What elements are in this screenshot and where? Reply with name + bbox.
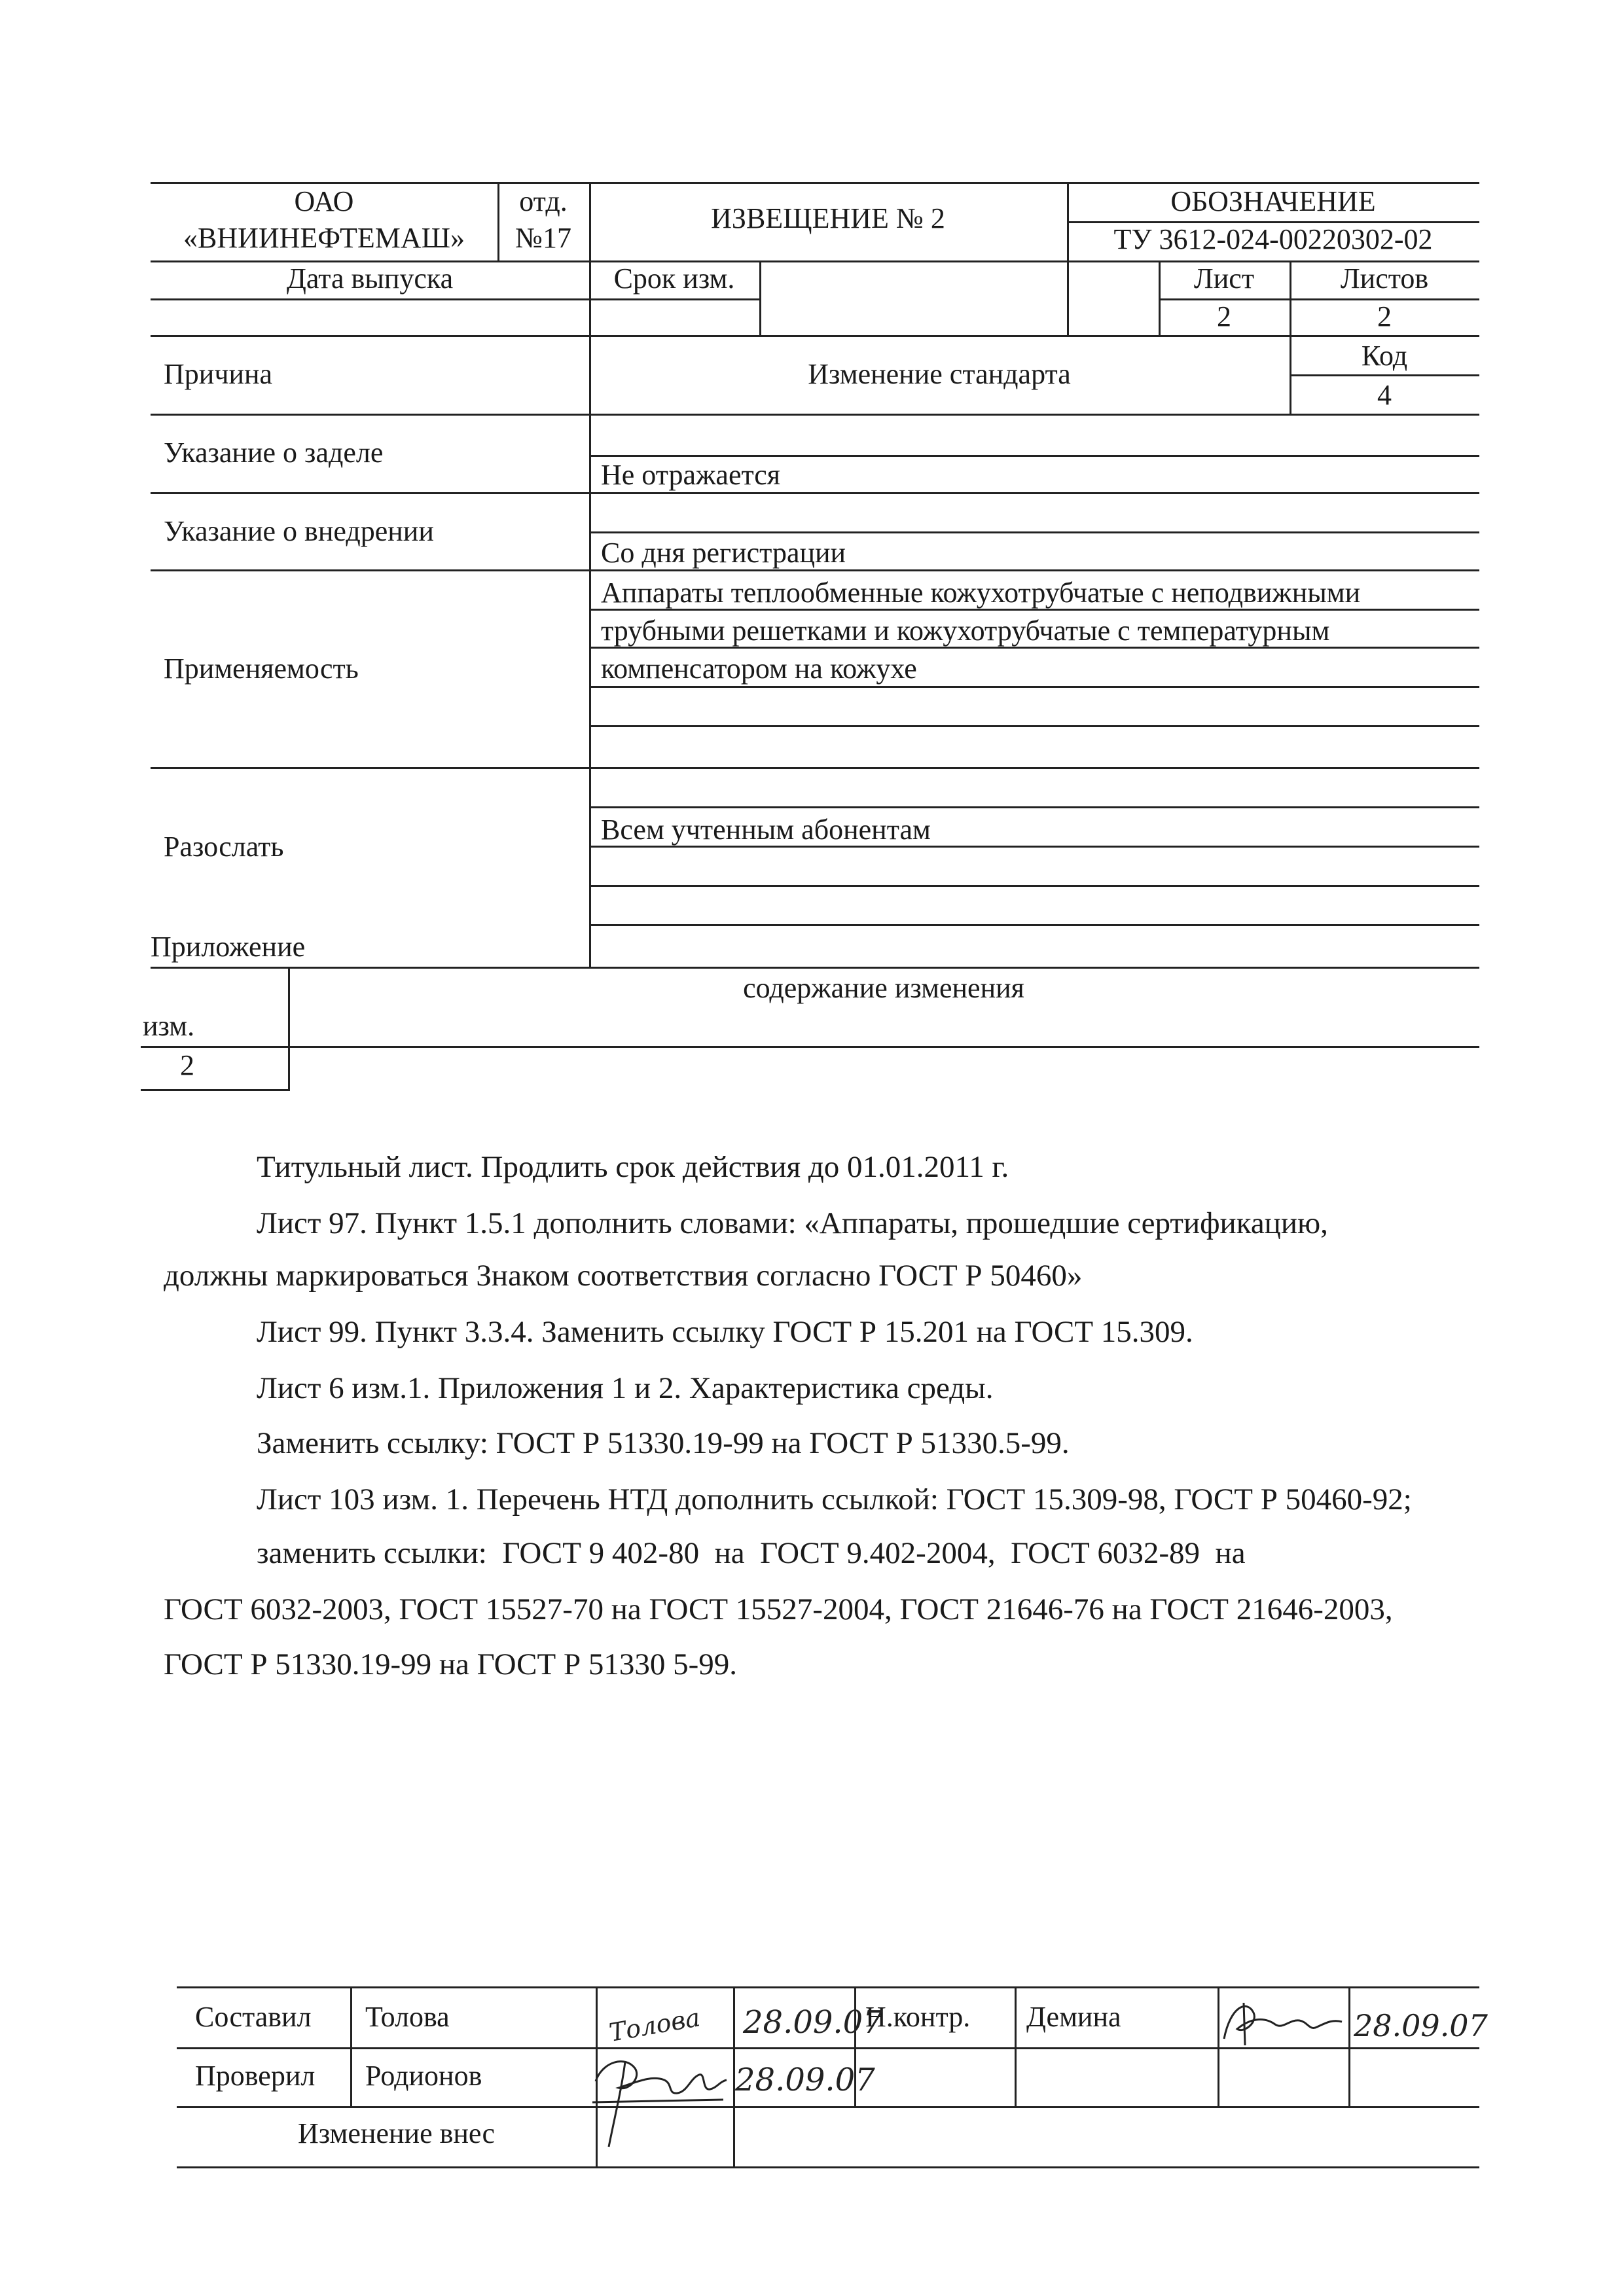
body-paragraph: заменить ссылки: ГОСТ 9 402-80 на ГОСТ 9.402-2004, ГОСТ 6032-89 на: [257, 1536, 1246, 1570]
rule: [151, 182, 1479, 184]
rule: [589, 609, 1479, 611]
notice-title: ИЗВЕЩЕНИЕ № 2: [711, 202, 945, 234]
rule: [589, 455, 1479, 457]
designation-value: ТУ 3612-024-00220302-02: [1113, 223, 1433, 255]
body-paragraph: Лист 6 изм.1. Приложения 1 и 2. Характеристика среды.: [257, 1371, 994, 1405]
rule: [151, 569, 1479, 571]
applicability-label: Применяемость: [164, 653, 359, 685]
code-label: Код: [1361, 340, 1408, 372]
organization-name: ОАО: [294, 185, 354, 217]
rule: [1159, 298, 1479, 300]
rule: [589, 531, 1479, 533]
compiled-label: Составил: [195, 2001, 312, 2033]
checked-signature: [589, 2042, 730, 2160]
norm-control-name: Демина: [1026, 2001, 1121, 2033]
compiled-signature: Толова: [607, 2003, 702, 2047]
change-content-label: содержание изменения: [743, 972, 1024, 1004]
backlog-value: Не отражается: [601, 459, 781, 491]
change-made-label: Изменение внес: [298, 2117, 496, 2149]
reason-value: Изменение стандарта: [808, 358, 1071, 390]
checked-date: 28.09.07: [735, 2062, 875, 2098]
implementation-label: Указание о внедрении: [164, 515, 434, 547]
department-label: отд.: [519, 185, 568, 217]
compiled-name: Толова: [365, 2001, 450, 2033]
body-paragraph: Лист 99. Пункт 3.3.4. Заменить ссылку ГОСТ Р 15.201 на ГОСТ 15.309.: [257, 1315, 1193, 1349]
norm-control-label: Н.контр.: [865, 2001, 971, 2033]
rule: [759, 260, 761, 335]
sheet-value: 2: [1217, 300, 1231, 332]
norm-control-signature: [1218, 1993, 1348, 2052]
rule: [151, 414, 1479, 416]
rule: [589, 924, 1479, 926]
rule: [1348, 1986, 1350, 2106]
rule: [177, 2166, 1479, 2168]
rule: [589, 885, 1479, 887]
applicability-line: компенсатором на кожухе: [601, 653, 917, 685]
department-number: №17: [515, 222, 571, 254]
rule: [177, 2106, 1479, 2108]
rule: [350, 1986, 352, 2106]
body-paragraph: Заменить ссылку: ГОСТ Р 51330.19-99 на ГОСТ Р 51330.5-99.: [257, 1426, 1070, 1460]
designation-label: ОБОЗНАЧЕНИЕ: [1170, 185, 1376, 217]
body-paragraph: должны маркироваться Знаком соответствия согласно ГОСТ Р 50460»: [164, 1259, 1083, 1293]
body-paragraph: Лист 103 изм. 1. Перечень НТД дополнить ссылкой: ГОСТ 15.309-98, ГОСТ Р 50460-92;: [257, 1482, 1412, 1516]
rule: [151, 335, 1479, 337]
change-term-label: Срок изм.: [613, 262, 735, 295]
distribute-value: Всем учтенным абонентам: [601, 814, 931, 846]
rule: [589, 725, 1479, 727]
checked-name: Родионов: [365, 2060, 482, 2092]
rule: [151, 767, 1479, 769]
sheets-label: Листов: [1340, 262, 1429, 295]
distribute-label: Разослать: [164, 831, 284, 863]
sheets-value: 2: [1377, 300, 1392, 332]
rule: [151, 492, 1479, 494]
applicability-line: Аппараты теплообменные кожухотрубчатые с неподвижными: [601, 577, 1361, 609]
attachment-label: Приложение: [151, 931, 306, 963]
code-value: 4: [1377, 379, 1392, 411]
rule: [589, 686, 1479, 688]
rule: [141, 1089, 290, 1091]
organization-name-full: «ВНИИНЕФТЕМАШ»: [183, 222, 465, 254]
backlog-label: Указание о заделе: [164, 437, 384, 469]
body-paragraph: Лист 97. Пункт 1.5.1 дополнить словами: «Аппараты, прошедшие сертификацию,: [257, 1206, 1328, 1240]
rule: [141, 1046, 1479, 1048]
body-paragraph: ГОСТ 6032-2003, ГОСТ 15527-70 на ГОСТ 15527-2004, ГОСТ 21646-76 на ГОСТ 21646-2003,: [164, 1592, 1393, 1626]
reason-label: Причина: [164, 358, 273, 390]
rule: [589, 806, 1479, 808]
rule: [589, 335, 591, 967]
rule: [177, 1986, 1479, 1988]
rule: [1290, 374, 1479, 376]
body-paragraph: ГОСТ Р 51330.19-99 на ГОСТ Р 51330 5-99.: [164, 1647, 737, 1681]
rule: [589, 647, 1479, 649]
implementation-value: Со дня регистрации: [601, 537, 846, 569]
applicability-line: трубными решетками и кожухотрубчатые с температурным: [601, 615, 1330, 647]
body-paragraph: Титульный лист. Продлить срок действия до 01.01.2011 г.: [257, 1150, 1009, 1184]
rule: [589, 846, 1479, 848]
change-number: 2: [180, 1049, 194, 1081]
rule: [151, 967, 1479, 969]
norm-control-date: 28.09.07: [1354, 2008, 1488, 2043]
rule: [151, 298, 759, 300]
rule: [1015, 1986, 1017, 2106]
issue-date-label: Дата выпуска: [286, 262, 454, 295]
sheet-label: Лист: [1193, 262, 1255, 295]
compiled-date: 28.09.07: [743, 2004, 883, 2041]
change-column-label: изм.: [143, 1010, 195, 1042]
checked-label: Проверил: [195, 2060, 316, 2092]
